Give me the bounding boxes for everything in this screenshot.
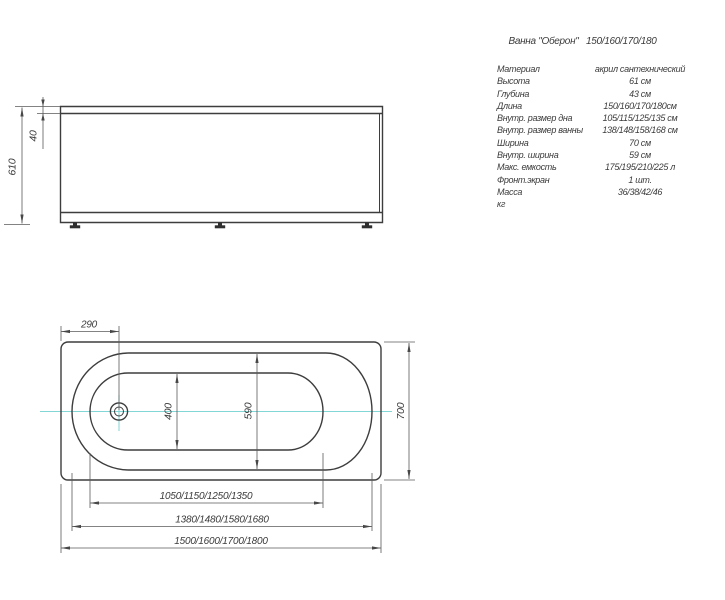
spec-table [440,36,725,212]
front-view [4,97,383,228]
rim-arrow-down [41,100,44,107]
spec-label: Фронт.экран [497,174,550,185]
spec-row-depth [440,89,725,101]
drawing-title: Ванна "Оберон" 150/160/170/180 [508,36,657,47]
spec-value: 150/160/170/180см [603,100,677,111]
spec-label: Внутр. размер ванны [497,125,583,136]
spec-row-front-panel [440,175,725,187]
spec-label: Глубина [497,88,530,99]
dim-label-inner-width: 590 [242,402,255,420]
plan-view [40,320,415,554]
dim-label-bottom-width: 400 [162,403,175,420]
spec-row-inner-size [440,125,725,137]
spec-label: Материал [497,64,540,74]
spec-value: 36/38/42/46 [617,186,663,197]
spec-label: Внутр. ширина [497,150,559,161]
spec-row-capacity [440,162,725,174]
spec-row-height [440,76,725,88]
foot-left [70,223,80,229]
spec-row-inner-width [440,150,725,162]
spec-label: Макс. емкость [497,162,557,173]
spec-value: 175/195/210/225 л [604,162,676,173]
spec-label: Масса [497,186,523,197]
rim-arrow-up [41,114,44,121]
foot-center [215,223,225,229]
spec-label: Длина [497,100,522,111]
dim-label-drain-offset: 290 [80,319,98,331]
spec-row-width [440,138,725,150]
spec-value: 138/148/158/168 см [602,125,678,136]
spec-value: 1 шт. [628,174,652,185]
spec-value: акрил сантехнический [594,64,686,74]
foot-right [362,223,372,229]
dim-label-inner-length: 1380/1480/1580/1680 [175,514,269,526]
spec-label: Высота [497,76,530,87]
dim-label-bottom-length: 1050/1150/1250/1350 [159,491,253,502]
spec-row-mass [440,187,725,199]
spec-row-length [440,101,725,113]
dim-label-height: 610 [6,158,19,176]
spec-row-bottom-size [440,113,725,125]
spec-rows [440,64,725,212]
spec-value: 105/115/125/135 см [602,113,678,124]
spec-row-material [440,64,725,76]
spec-label: Ширина [497,137,529,148]
spec-row-kg [440,199,725,211]
spec-label: кг [497,199,506,210]
spec-value: 61 см [629,76,651,87]
spec-label: Внутр. размер дна [497,113,573,124]
dim-label-width: 700 [395,402,407,420]
dim-label-rim: 40 [27,130,40,142]
front-panel-outline [61,107,383,223]
spec-value: 43 см [629,88,651,99]
spec-value: 59 см [629,150,651,161]
spec-value: 70 см [629,137,651,148]
dim-label-length: 1500/1600/1700/1800 [174,536,268,547]
